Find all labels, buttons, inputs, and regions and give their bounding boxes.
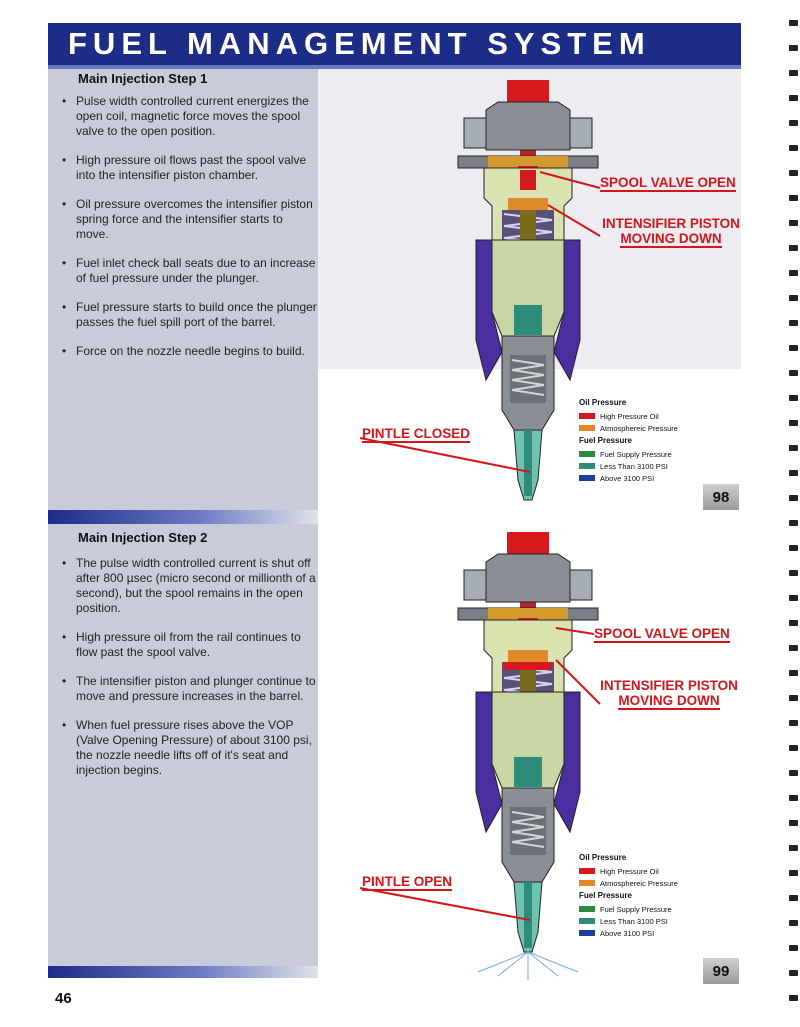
legend-row: Less Than 3100 PSI [579, 460, 678, 472]
legend-oil-title: Oil Pressure [579, 853, 627, 862]
injector-diagram-2 [458, 532, 598, 980]
page-title: FUEL MANAGEMENT SYSTEM [68, 26, 651, 61]
list-item: • When fuel pressure rises above the VOP (Valve Opening Pressure) of about 3100 psi, the nozzle needle lifts off of it's seat and injection begins. [60, 718, 318, 778]
legend-row: Less Than 3100 PSI [579, 915, 678, 927]
atmo-swatch [579, 425, 595, 431]
above-swatch [579, 930, 595, 936]
high-oil-swatch [579, 413, 595, 419]
atmo-swatch [579, 880, 595, 886]
legend-row: Atmosphereic Pressure [579, 877, 678, 889]
legend-fuel-title: Fuel Pressure [579, 891, 632, 900]
pintle-leader-2 [360, 888, 530, 920]
pintle-leader-1 [360, 438, 530, 472]
fuel-supply-swatch [579, 906, 595, 912]
legend-row: Fuel Supply Pressure [579, 448, 678, 460]
legend-row: Above 3100 PSI [579, 927, 678, 939]
callout-spool-valve-open-2: SPOOL VALVE OPEN [594, 626, 730, 641]
callout-intensifier-piston-2: INTENSIFIER PISTON MOVING DOWN [600, 678, 738, 708]
list-item: • Pulse width controlled current energizes the open coil, magnetic force moves the spool valve to the open position. [60, 94, 318, 139]
less-swatch [579, 463, 595, 469]
list-item: • High pressure oil flows past the spool valve into the intensifier piston chamber. [60, 153, 318, 183]
fuel-supply-swatch [579, 451, 595, 457]
list-item: • Fuel pressure starts to build once the plunger passes the fuel spill port of the barrel. [60, 300, 318, 330]
callout-spool-valve-open-1: SPOOL VALVE OPEN [600, 175, 736, 190]
legend-row: High Pressure Oil [579, 410, 678, 422]
list-item: • The pulse width controlled current is shut off after 800 µsec (micro second or millionth of a second), but the spool remains in the open position. [60, 556, 318, 616]
high-oil-swatch [579, 868, 595, 874]
slide-number-99: 99 [703, 958, 739, 984]
callout-pintle-closed: PINTLE CLOSED [362, 426, 471, 441]
less-swatch [579, 918, 595, 924]
legend-row: Fuel Supply Pressure [579, 903, 678, 915]
step2-heading: Main Injection Step 2 [78, 530, 208, 545]
callout-intensifier-piston-1: INTENSIFIER PISTON MOVING DOWN [602, 216, 740, 246]
legend-fuel-title: Fuel Pressure [579, 436, 632, 445]
callout-pintle-open: PINTLE OPEN [362, 874, 453, 889]
injector-diagram-1 [458, 80, 598, 500]
legend-oil-title: Oil Pressure [579, 398, 627, 407]
list-item: • Force on the nozzle needle begins to build. [60, 344, 318, 359]
legend-row: High Pressure Oil [579, 865, 678, 877]
slide-number-98: 98 [703, 484, 739, 510]
legend-row: Above 3100 PSI [579, 472, 678, 484]
legend-row: Atmosphereic Pressure [579, 422, 678, 434]
page-number: 46 [55, 990, 72, 1007]
list-item: • High pressure oil from the rail continues to flow past the spool valve. [60, 630, 318, 660]
list-item: • Oil pressure overcomes the intensifier piston spring force and the intensifier starts to move. [60, 197, 318, 242]
legend-2 [579, 851, 678, 939]
legend-1 [579, 396, 678, 484]
step1-heading: Main Injection Step 1 [78, 71, 208, 86]
list-item: • The intensifier piston and plunger continue to move and pressure increases in the barrel. [60, 674, 318, 704]
list-item: • Fuel inlet check ball seats due to an increase of fuel pressure under the plunger. [60, 256, 318, 286]
above-swatch [579, 475, 595, 481]
